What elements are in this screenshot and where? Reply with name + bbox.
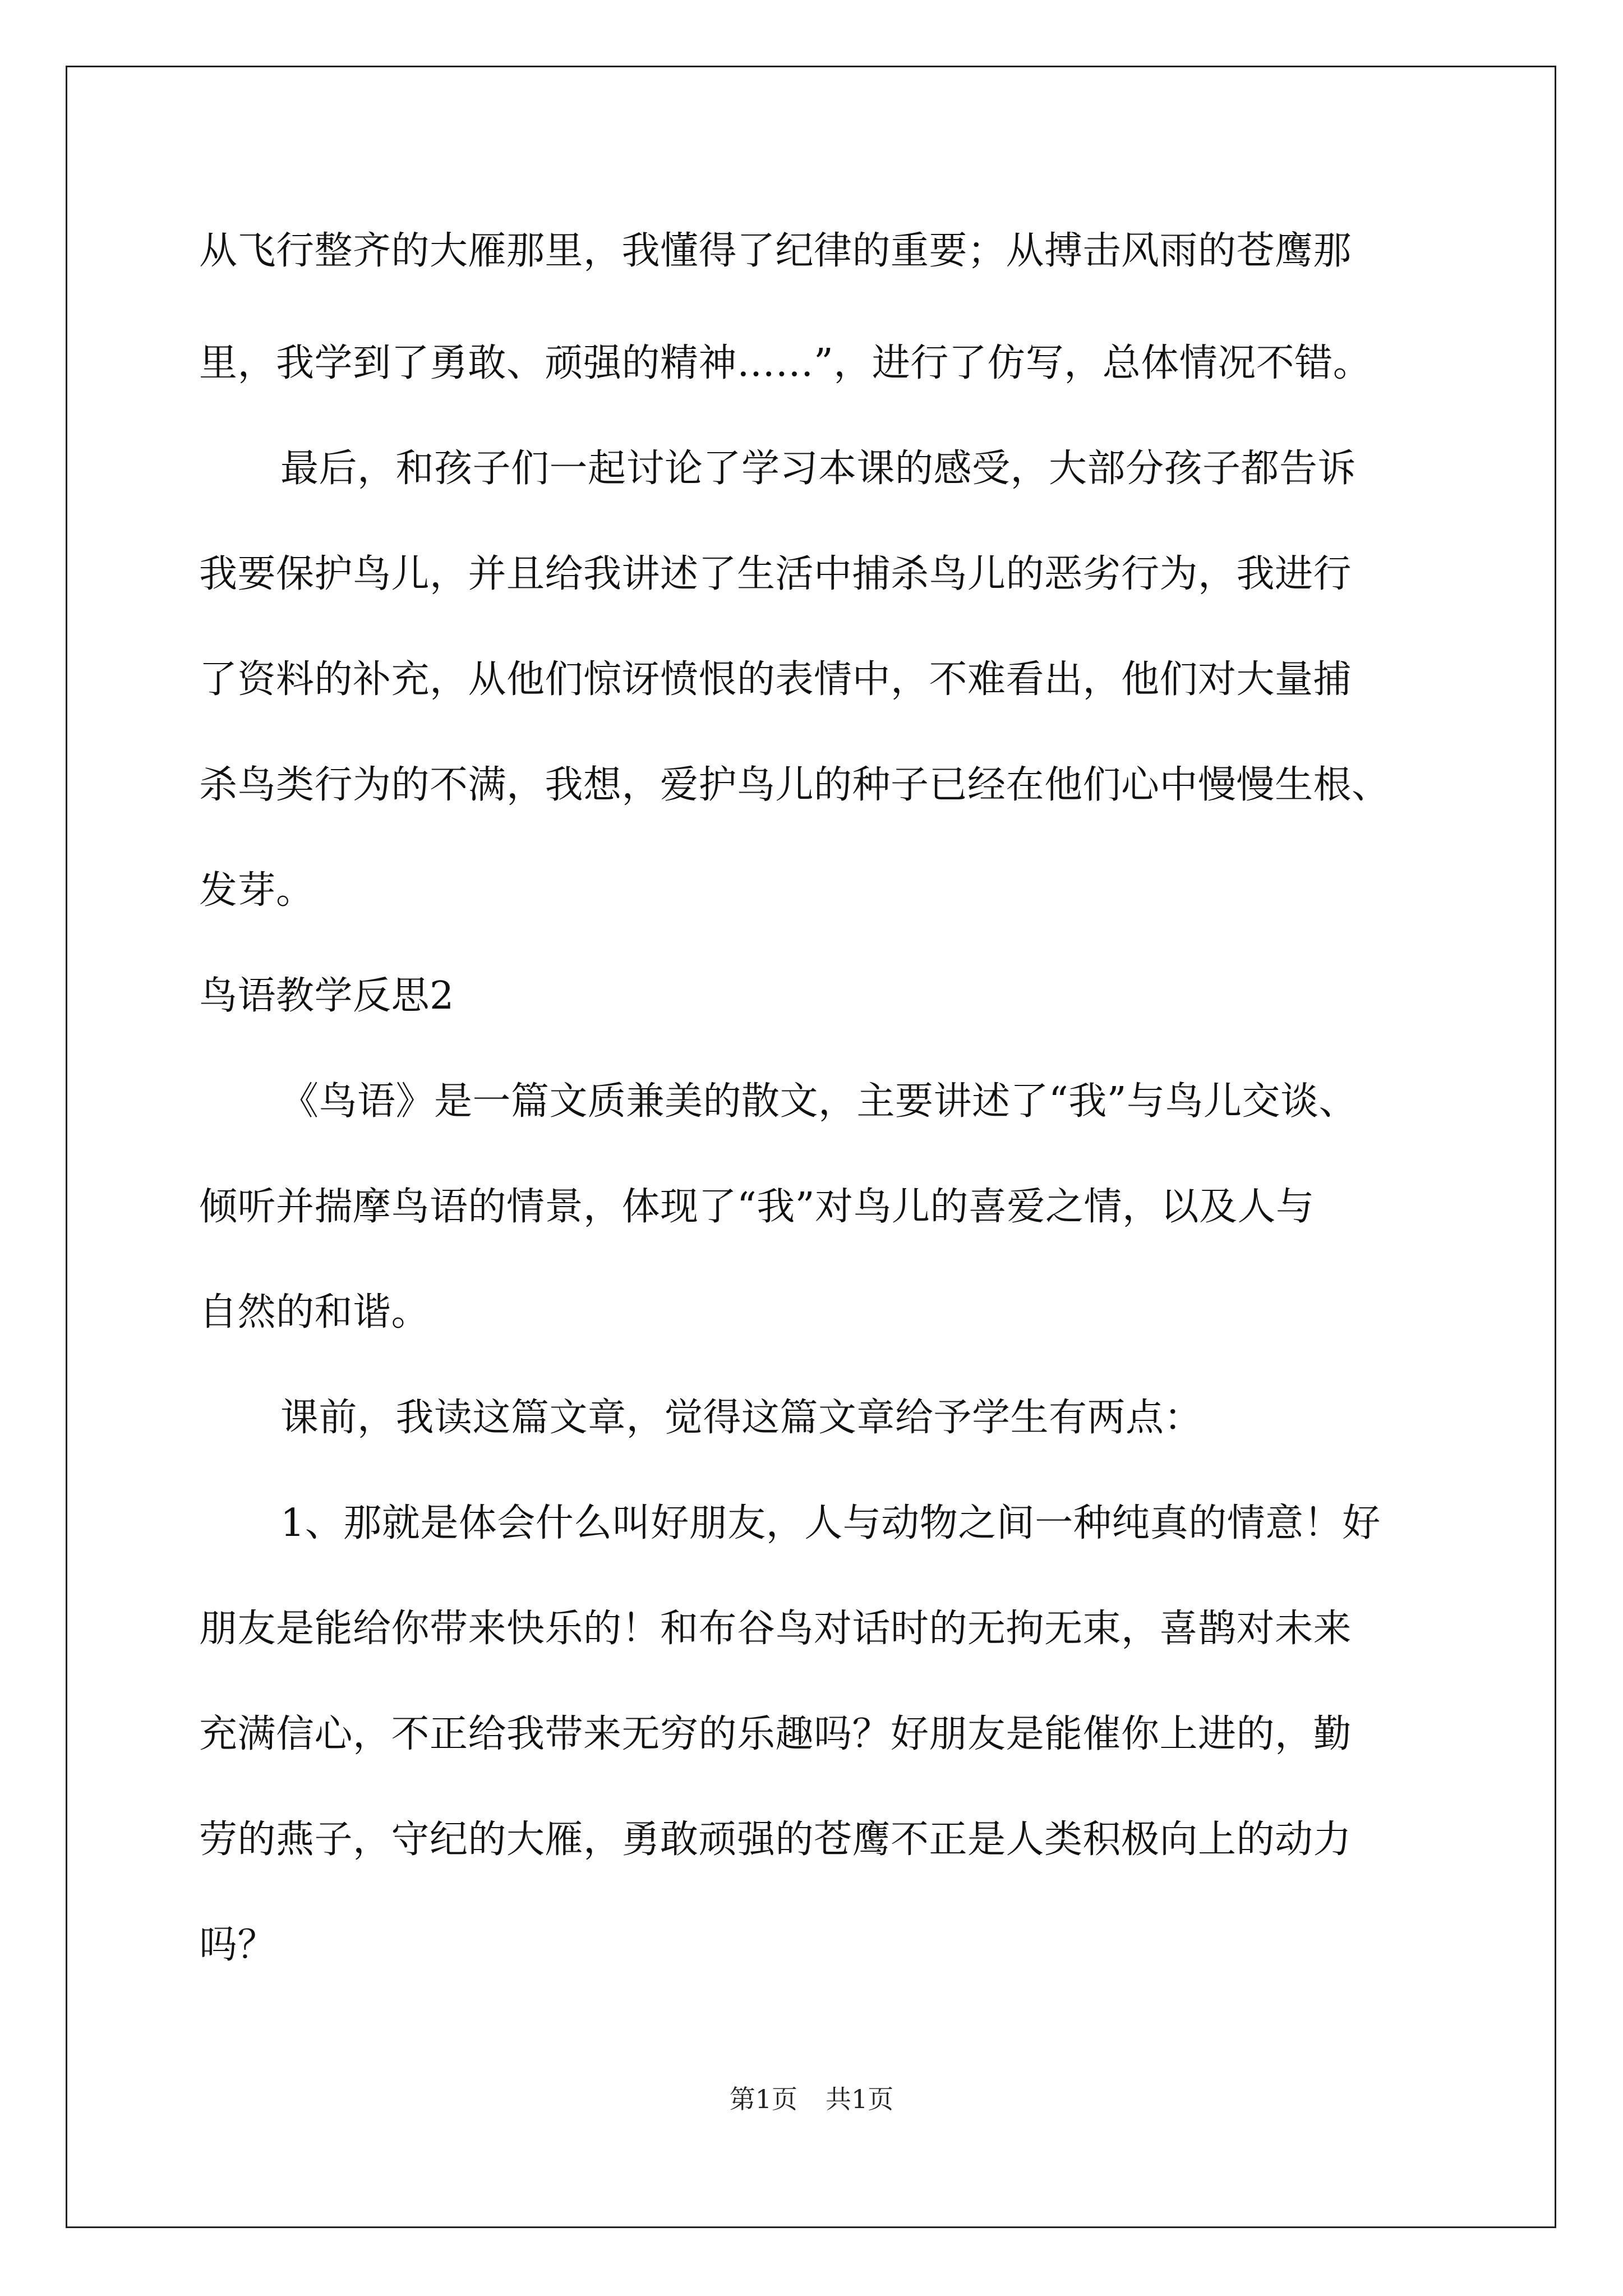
paragraph-line: 朋友是能给你带来快乐的！和布谷鸟对话时的无拘无束，喜鹊对未来 (199, 1607, 1352, 1651)
paragraph-line: 里，我学到了勇敢、顽强的精神……”，进行了仿写，总体情况不错。 (199, 341, 1372, 385)
paragraph-line: 发芽。 (199, 868, 315, 913)
page-border (66, 66, 1556, 2228)
page-number-current: 第1页 (729, 2084, 797, 2114)
page-footer (0, 2082, 1623, 2116)
paragraph-line: 倾听并揣摩鸟语的情景，体现了“我”对鸟儿的喜爱之情，以及人与 (199, 1185, 1315, 1229)
paragraph-line: 了资料的补充，从他们惊讶愤恨的表情中，不难看出，他们对大量捕 (199, 657, 1352, 702)
section-heading: 鸟语教学反思2 (199, 974, 454, 1018)
paragraph-line: 最后，和孩子们一起讨论了学习本课的感受，大部分孩子都告诉 (280, 447, 1357, 491)
paragraph-line: 我要保护鸟儿，并且给我讲述了生活中捕杀鸟儿的恶劣行为，我进行 (199, 552, 1352, 596)
paragraph-line: 《鸟语》是一篇文质兼美的散文，主要讲述了“我”与鸟儿交谈、 (280, 1079, 1358, 1124)
paragraph-line: 劳的燕子，守纪的大雁，勇敢顽强的苍鹰不正是人类积极向上的动力 (199, 1818, 1352, 1862)
paragraph-line: 课前，我读这篇文章，觉得这篇文章给予学生有两点： (280, 1396, 1203, 1440)
paragraph-line: 1、那就是体会什么叫好朋友，人与动物之间一种纯真的情意！好 (280, 1501, 1381, 1545)
paragraph-line: 自然的和谐。 (199, 1290, 430, 1335)
paragraph-line: 从飞行整齐的大雁那里，我懂得了纪律的重要；从搏击风雨的苍鹰那 (199, 229, 1352, 273)
page-number-total: 共1页 (826, 2084, 894, 2114)
paragraph-line: 吗？ (199, 1923, 276, 1967)
paragraph-line: 杀鸟类行为的不满，我想，爱护鸟儿的种子已经在他们心中慢慢生根、 (199, 763, 1390, 807)
paragraph-line: 充满信心，不正给我带来无穷的乐趣吗？好朋友是能催你上进的，勤 (199, 1712, 1352, 1756)
